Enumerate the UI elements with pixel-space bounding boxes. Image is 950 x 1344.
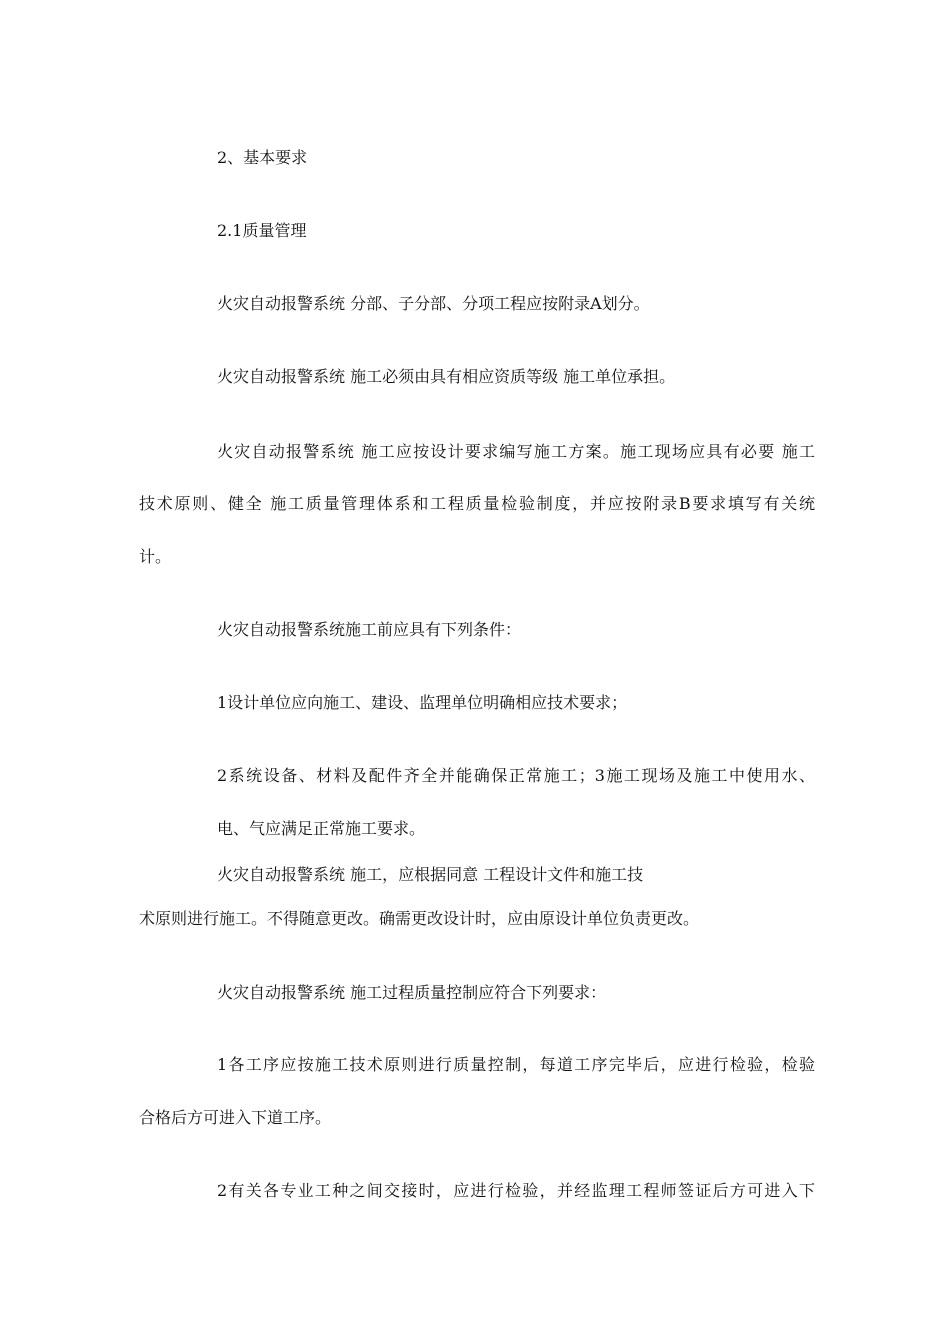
subsection-heading: 2.1质量管理 xyxy=(217,221,307,240)
section-heading: 2、基本要求 xyxy=(217,148,308,167)
paragraph-line: 火灾自动报警系统 施工必须由具有相应资质等级 施工单位承担。 xyxy=(217,367,676,386)
list-item: 2系统设备、材料及配件齐全并能确保正常施工；3施工现场及施工中使用水、 xyxy=(217,766,815,785)
paragraph-line: 火灾自动报警系统 施工，应根据同意 工程设计文件和施工技 xyxy=(217,865,644,884)
list-item: 1各工序应按施工技术原则进行质量控制，每道工序完毕后，应进行检验，检验 xyxy=(217,1055,815,1074)
list-item: 2有关各专业工种之间交接时，应进行检验，并经监理工程师签证后方可进入下 xyxy=(217,1181,815,1200)
list-item-continuation: 合格后方可进入下道工序。 xyxy=(139,1108,332,1127)
list-item-continuation: 电、气应满足正常施工要求。 xyxy=(217,819,426,838)
paragraph-line: 火灾自动报警系统 施工应按设计要求编写施工方案。施工现场应具有必要 施工 xyxy=(217,442,815,461)
paragraph-line: 火灾自动报警系统 施工过程质量控制应符合下列要求： xyxy=(217,983,607,1002)
paragraph-line: 计。 xyxy=(139,547,172,566)
paragraph-line: 术原则进行施工。不得随意更改。确需更改设计时，应由原设计单位负责更改。 xyxy=(139,909,700,928)
paragraph-line: 火灾自动报警系统施工前应具有下列条件： xyxy=(217,620,522,639)
list-item: 1设计单位应向施工、建设、监理单位明确相应技术要求； xyxy=(217,693,628,712)
paragraph-line: 火灾自动报警系统 分部、子分部、分项工程应按附录A划分。 xyxy=(217,294,650,313)
paragraph-line: 技术原则、健全 施工质量管理体系和工程质量检验制度，并应按附录B要求填写有关统 xyxy=(139,494,815,513)
